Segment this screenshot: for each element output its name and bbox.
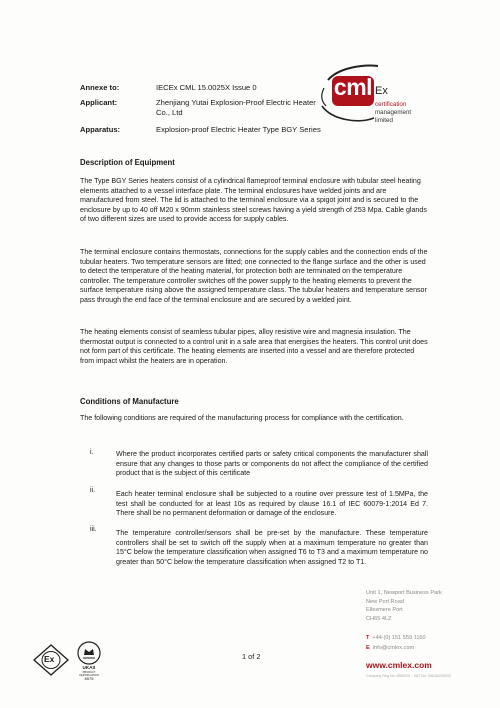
logo-suffix: Ex — [375, 85, 388, 97]
ukas-crown-icon — [76, 640, 102, 666]
cml-logo — [318, 58, 428, 138]
description-title: Description of Equipment — [80, 158, 175, 167]
condition-number: ii. — [90, 487, 96, 494]
ukas-logo — [76, 640, 102, 688]
description-paragraph-2: The terminal enclosure contains thermostats, connections for the supply cables and the connection ends of the tubular heaters. Two temperature sensors are fitted; one connected to the flange surface and the other is used to detect the temperature of the heating material, for protection both are terminated on the temperature controller. The temperature controller switches off the power supply to the heating elements to prevent the surface temperature rising above the assigned temperature class. The tubular heaters and temperature sensor pass through the end face of the terminal enclosure and are secured by a welded joint. — [80, 248, 428, 304]
address-line: CH65 4LZ — [366, 615, 392, 622]
description-paragraph-1: The Type BGY Series heaters consist of a cylindrical flameproof terminal enclosure with tubular steel heating elements attached to a vessel interface plate. The terminal enclosures have welded joints and are manufactured from steel. The lid is attached to the terminal enclosure via a spigot joint and is secured to the enclosure by up to 40 off M20 x 90mm stainless steel screws having a yield strength of 253 Mpa. Cable glands of two different sizes are used to provide access for supply cables. — [80, 177, 427, 224]
address-line: Unit 1, Newport Business Park — [366, 590, 442, 596]
applicant-value: Zhenjiang Yutai Explosion-Proof Electric Heater Co., Ltd — [156, 98, 316, 117]
description-paragraph-3: The heating elements consist of seamless tubular pipes, alloy resistive wire and magnesia insulation. The thermostat output is connected to a control unit in a safe area that energises the heaters. This control unit does not form part of this certificate. The heating elements are inserted into a vessel and are therefore protected from impact whilst the heaters are in operation. — [80, 328, 428, 365]
email-label: E — [366, 645, 370, 651]
footer-address — [366, 589, 486, 623]
company-registration: Company Reg No: 8564001 · VAT No: GB160209193 — [366, 674, 451, 678]
condition-number: iii. — [90, 526, 97, 533]
ukas-number: 8575 — [84, 676, 94, 681]
email-value[interactable]: info@cmlex.com — [372, 645, 415, 651]
apparatus-value: Explosion-proof Electric Heater Type BGY Series — [156, 125, 321, 134]
apparatus-label: Apparatus: — [80, 125, 121, 134]
condition-text: Each heater terminal enclosure shall be subjected to a routine over pressure test of 1.5MPa, the test shall be conducted for at least 10s as required by clause 16.1 of IEC 60079-1:2014 Ed 7. There shall be no permanent deformation or damage of the enclosure. — [116, 490, 428, 518]
logo-tagline-3: limited — [375, 117, 393, 124]
annexe-value: IECEx CML 15.0025X Issue 0 — [156, 83, 257, 92]
conditions-intro: The following conditions are required of the manufacturing process for compliance with the certification. — [80, 414, 404, 422]
logo-brand: cml — [333, 74, 373, 100]
tel-label: T — [366, 635, 370, 641]
condition-text: Where the product incorporates certified parts or safety critical components the manufacturer shall ensure that any changes to those parts or components do not affect the compliance of the certified product that is the subject of this certificate — [116, 450, 428, 478]
address-line: New Port Road — [366, 598, 404, 605]
applicant-label: Applicant: — [80, 98, 118, 107]
annexe-label: Annexe to: — [80, 83, 120, 92]
condition-text: The temperature controller/sensors shall be pre-set by the manufacture. These temperature controllers shall be set to switch off the supply when at a maximum temperature no greater than 15°C below the temperature classification when assigned T6 to T3 and a maximum temperature no greater than 50°C below the temperature classification when assigned T2 to T1. — [116, 529, 428, 566]
logo-tagline-2: management — [375, 109, 412, 116]
ex-mark-text: Ex — [44, 654, 55, 664]
tel-value: +44 (0) 151 559 1160 — [372, 635, 426, 641]
logo-tagline-1: certification — [375, 101, 407, 108]
footer-telephone — [366, 635, 426, 641]
ukas-sub: PRODUCT CERTIFICATION — [79, 671, 99, 677]
ukas-label: UKAS — [82, 665, 96, 670]
footer-email — [366, 645, 414, 651]
conditions-title: Conditions of Manufacture — [80, 397, 179, 406]
ex-mark-icon — [33, 644, 69, 676]
website-link[interactable]: www.cmlex.com — [366, 660, 432, 670]
condition-number: i. — [90, 449, 94, 456]
address-line: Ellesmere Port — [366, 607, 403, 614]
page-number: 1 of 2 — [242, 652, 261, 661]
